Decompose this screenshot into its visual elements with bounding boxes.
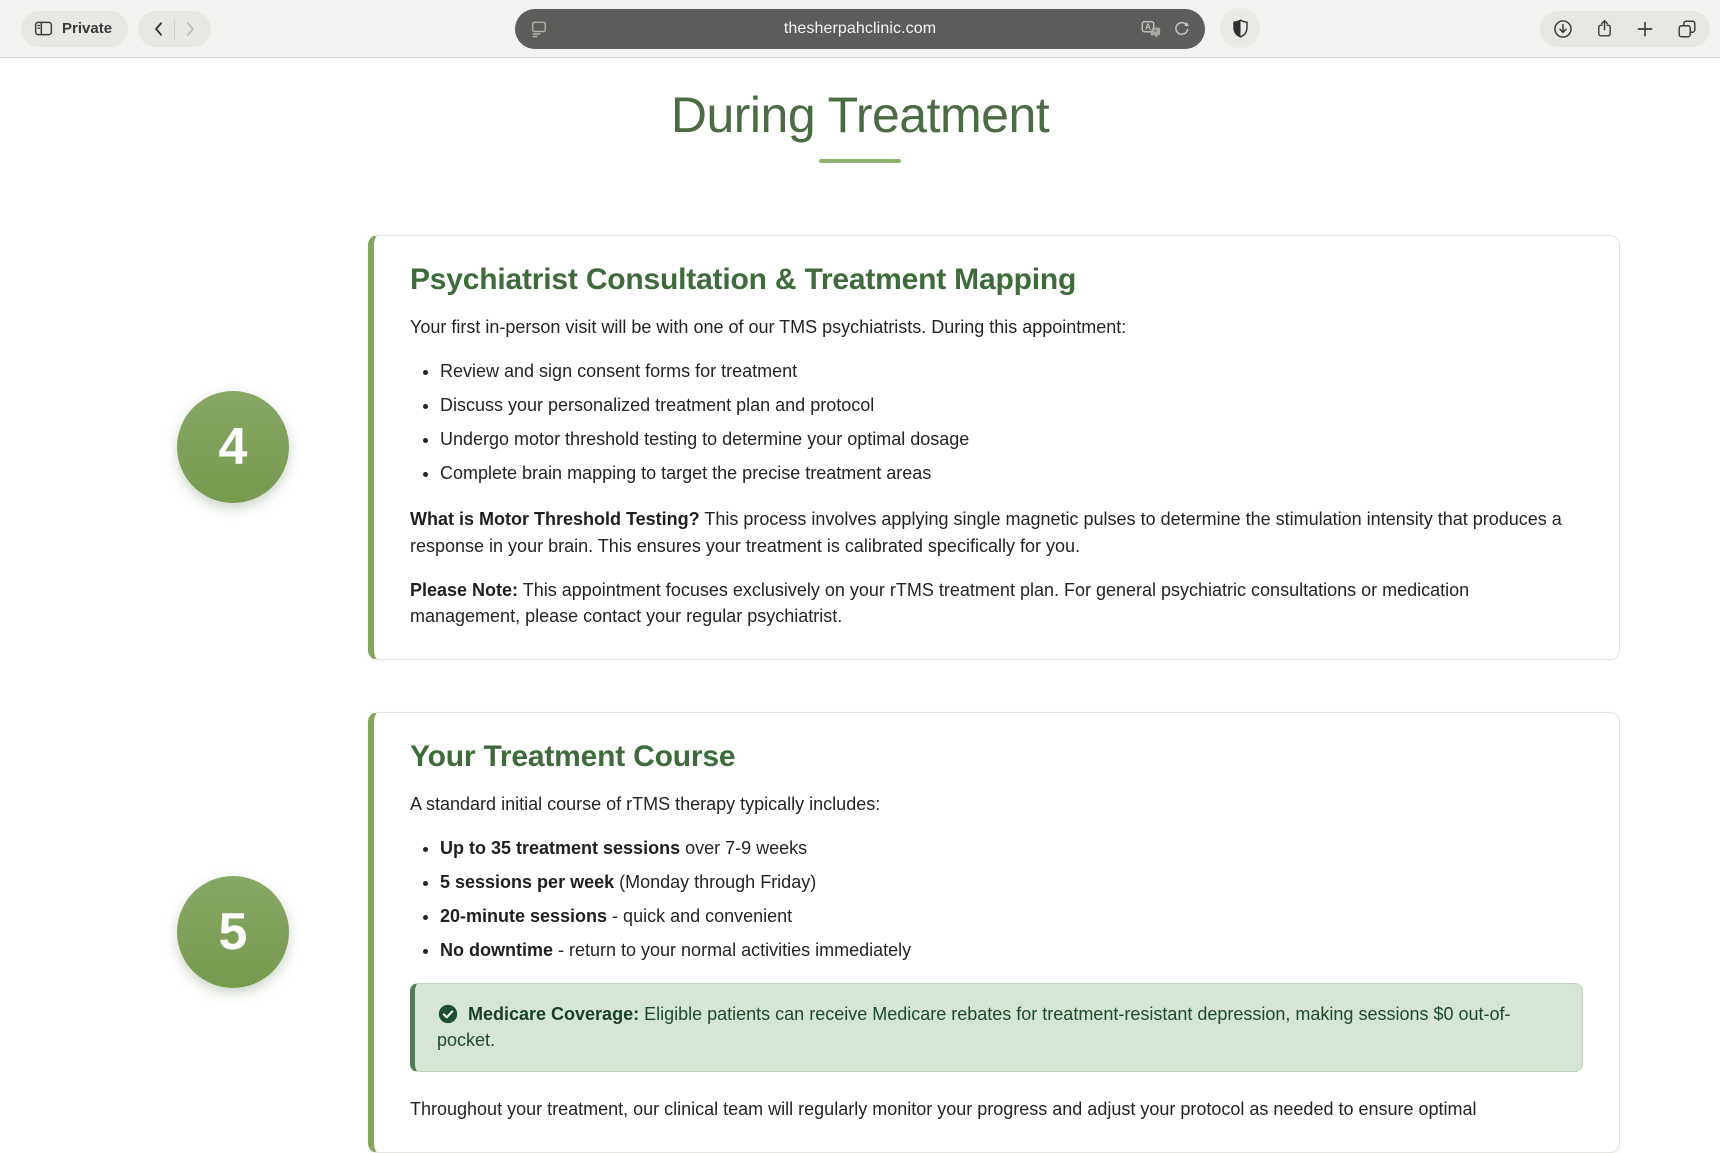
callout-text: Eligible patients can receive Medicare rebates for treatment-resistant depression, making sessions $0 out-of-pocket. bbox=[437, 1004, 1511, 1051]
toolbar-actions-group bbox=[1540, 11, 1710, 47]
callout-text-paragraph bbox=[437, 1001, 1560, 1053]
privacy-shield-button[interactable] bbox=[1220, 8, 1260, 48]
sidebar-toggle-button[interactable] bbox=[33, 18, 54, 39]
bullet-lead: Up to 35 treatment sessions bbox=[440, 837, 681, 858]
new-tab-button[interactable] bbox=[1634, 18, 1656, 40]
sidebar-private-group bbox=[21, 11, 128, 47]
page-content bbox=[0, 88, 1720, 1153]
bullet-rest: - return to your normal activities immediately bbox=[553, 940, 912, 961]
step-number-badge-4: 4 bbox=[177, 391, 289, 503]
note-text: This process involves applying single magnetic pulses to determine the stimulation intensity that produces a response in your brain. This ensures your treatment is calibrated specifically for you. bbox=[410, 509, 1562, 556]
step-row-4 bbox=[0, 235, 1720, 660]
note-lead: What is Motor Threshold Testing? bbox=[410, 509, 700, 530]
shield-icon bbox=[1230, 18, 1251, 39]
note-lead: Please Note: bbox=[410, 579, 519, 600]
downloads-button[interactable] bbox=[1552, 18, 1574, 40]
step-card-consultation bbox=[368, 235, 1620, 660]
bullet-item: • Review and sign consent forms for treatment bbox=[440, 358, 1583, 384]
step-number-badge-5: 5 bbox=[177, 876, 289, 988]
bullet-list bbox=[410, 835, 1583, 963]
step-row-5 bbox=[0, 712, 1720, 1153]
bullet-list bbox=[410, 358, 1583, 486]
svg-text:*: * bbox=[1154, 29, 1157, 36]
bullet-item: • Complete brain mapping to target the precise treatment areas bbox=[440, 460, 1583, 486]
bullet-rest: - quick and convenient bbox=[607, 906, 793, 927]
bullet-item bbox=[440, 937, 1583, 963]
card-outro: Throughout your treatment, our clinical team will regularly monitor your progress and adjust your protocol as needed to ensure optimal bbox=[410, 1098, 1477, 1119]
download-icon bbox=[1552, 18, 1574, 40]
note-text: This appointment focuses exclusively on your rTMS treatment plan. For general psychiatric consultations or medication management, please contact your regular psychiatrist. bbox=[410, 579, 1470, 626]
bullet-item: • Undergo motor threshold testing to determine your optimal dosage bbox=[440, 426, 1583, 452]
history-nav-group bbox=[138, 11, 211, 47]
bullet-rest: (Monday through Friday) bbox=[614, 872, 817, 893]
card-heading: Psychiatrist Consultation & Treatment Mapping bbox=[410, 263, 1077, 296]
bullet-lead: 5 sessions per week bbox=[440, 872, 615, 893]
plus-icon bbox=[1634, 18, 1656, 40]
share-button[interactable] bbox=[1594, 18, 1615, 39]
medicare-callout bbox=[410, 983, 1583, 1071]
chevron-right-icon bbox=[180, 19, 200, 39]
private-badge: Private bbox=[62, 20, 113, 37]
browser-toolbar bbox=[0, 0, 1720, 58]
tab-overview-button[interactable] bbox=[1676, 18, 1698, 40]
callout-lead: Medicare Coverage: bbox=[468, 1004, 640, 1025]
tabs-icon bbox=[1676, 18, 1698, 40]
svg-text:A: A bbox=[1144, 22, 1151, 32]
check-circle-icon bbox=[437, 1003, 459, 1025]
bullet-item bbox=[440, 869, 1583, 895]
bullet-item bbox=[440, 903, 1583, 929]
translate-icon[interactable] bbox=[1140, 18, 1162, 40]
bullet-rest: over 7-9 weeks bbox=[680, 837, 808, 858]
share-icon bbox=[1594, 18, 1615, 39]
forward-button[interactable] bbox=[175, 11, 205, 47]
note-paragraph bbox=[410, 506, 1583, 558]
bullet-item: • Discuss your personalized treatment plan and protocol bbox=[440, 392, 1583, 418]
card-intro: Your first in-person visit will be with one of our TMS psychiatrists. During this appointment: bbox=[410, 317, 1127, 337]
page-title: During Treatment bbox=[670, 87, 1050, 143]
back-button[interactable] bbox=[144, 11, 174, 47]
title-underline bbox=[819, 159, 901, 163]
chevron-left-icon bbox=[149, 19, 169, 39]
sidebar-icon bbox=[33, 18, 54, 39]
address-bar[interactable] bbox=[515, 9, 1205, 49]
reload-icon[interactable] bbox=[1172, 19, 1191, 38]
bullet-lead: No downtime bbox=[440, 940, 553, 961]
bullet-lead: 20-minute sessions bbox=[440, 906, 608, 927]
card-intro: A standard initial course of rTMS therapy typically includes: bbox=[410, 793, 881, 814]
note-paragraph bbox=[410, 577, 1583, 629]
bullet-item bbox=[440, 835, 1583, 861]
card-heading: Your Treatment Course bbox=[410, 739, 736, 773]
address-text: thesherpahclinic.com bbox=[783, 19, 937, 37]
step-card-treatment-course bbox=[368, 712, 1620, 1153]
